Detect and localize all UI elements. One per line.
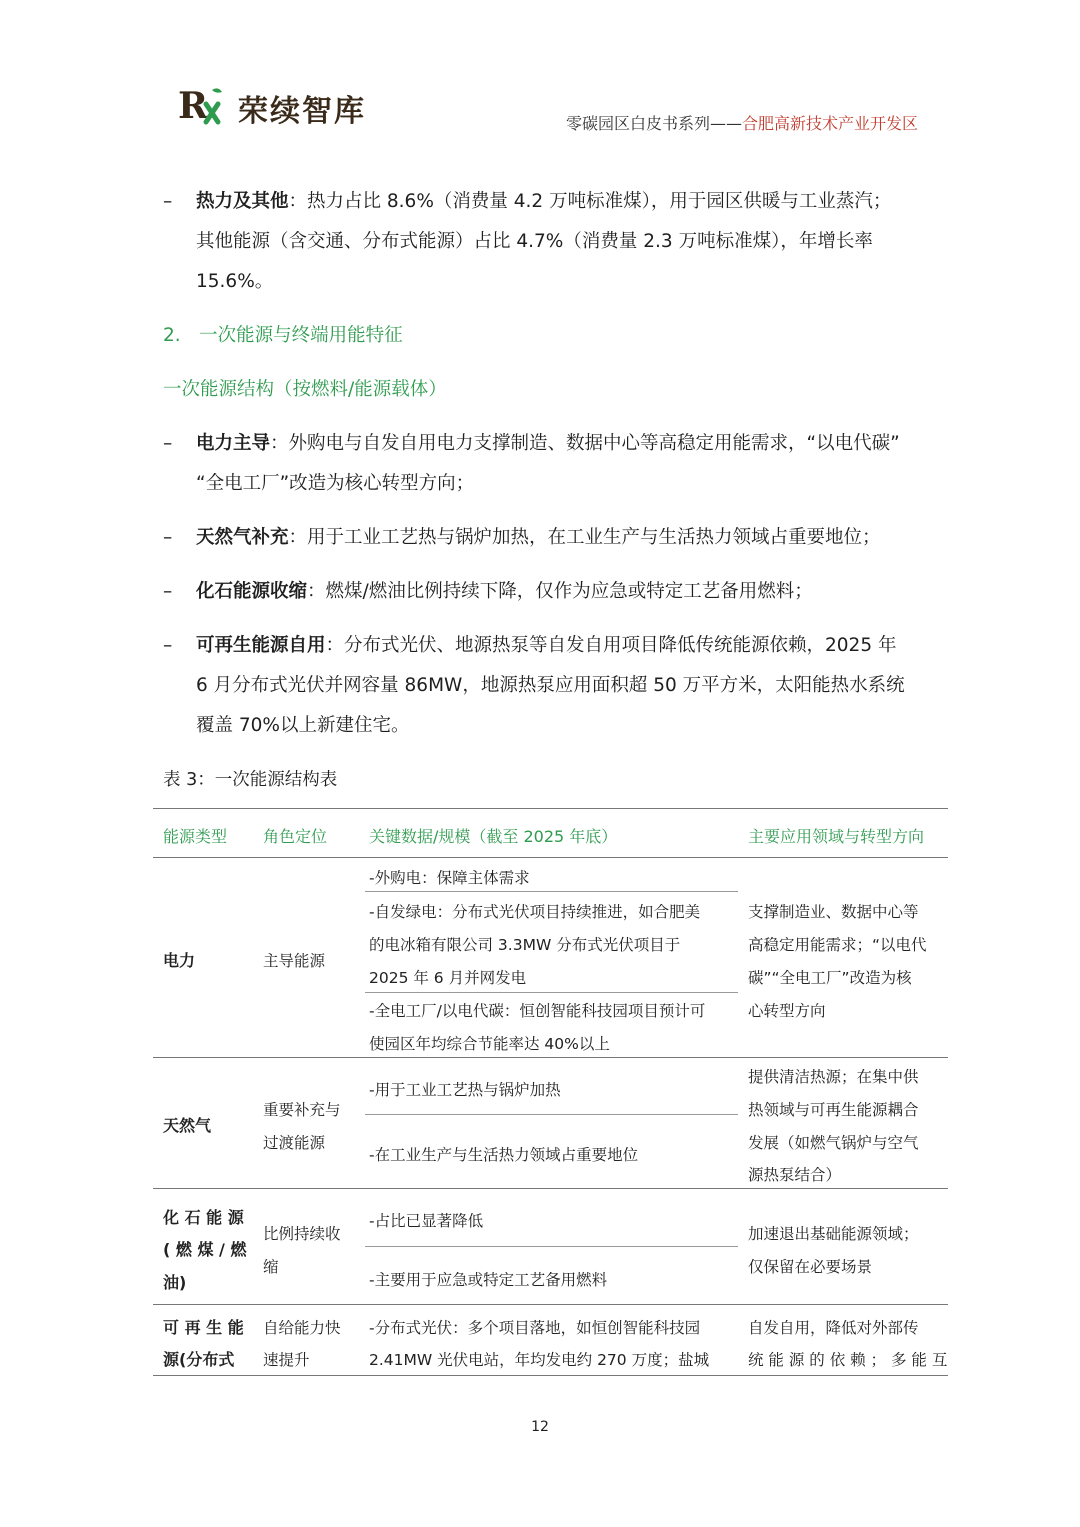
table-cell: 自给能力快	[263, 1319, 341, 1337]
table-cell: -外购电：保障主体需求	[369, 869, 530, 887]
bullet-electricity	[196, 434, 900, 454]
bullet-dash: –	[163, 191, 173, 212]
table-subrule	[365, 1114, 738, 1115]
bullet-dash: –	[163, 581, 173, 602]
table-cell: ( 燃 煤 / 燃	[163, 1240, 247, 1259]
table-rule	[153, 1188, 948, 1189]
table-cell: 油)	[163, 1273, 187, 1292]
table-cell: 源热泵结合）	[748, 1166, 842, 1184]
logo-text: 荣续智库	[238, 94, 366, 129]
bullet-renewable-line-2: 6 月分布式光伏并网容量 86MW，地源热泵应用面积超 50 万平方米，太阳能热水系统	[196, 675, 905, 696]
bullet-label: 电力主导	[196, 433, 271, 454]
table-cell: -用于工业工艺热与锅炉加热	[369, 1081, 561, 1099]
heat-text: ：热力占比 8.6%（消费量 4.2 万吨标准煤），用于园区供暖与工业蒸汽；	[288, 191, 892, 212]
table-subrule	[365, 992, 738, 993]
page-number: 12	[531, 1419, 549, 1435]
table-header-cell: 能源类型	[163, 827, 228, 846]
bullet-renewable	[196, 636, 896, 656]
table-cell: 缩	[263, 1258, 279, 1276]
bullet-dash: –	[163, 527, 173, 548]
table-cell: 电力	[163, 951, 196, 970]
table-cell: 天然气	[163, 1116, 212, 1135]
table-cell: 加速退出基础能源领域；	[748, 1225, 919, 1243]
table-cell: 2.41MW 光伏电站，年均发电约 270 万度；盐城	[369, 1351, 710, 1369]
table-cell: 提供清洁热源；在集中供	[748, 1068, 919, 1086]
table-cell: -全电工厂/以电代碳：恒创智能科技园项目预计可	[369, 1002, 706, 1020]
heat-label: 热力及其他	[196, 191, 289, 212]
bullet-text: ：用于工业工艺热与锅炉加热，在工业生产与生活热力领域占重要地位；	[288, 527, 881, 548]
series-name: 零碳园区白皮书系列——	[565, 114, 742, 133]
header-series-title	[566, 111, 918, 134]
table-cell: 2025 年 6 月并网发电	[369, 969, 527, 987]
table-cell: 自发自用，降低对外部传	[748, 1319, 919, 1337]
table-cell: -占比已显著降低	[369, 1212, 484, 1230]
table-cell: 使园区年均综合节能率达 40%以上	[369, 1035, 610, 1053]
bullet-text: ：燃煤/燃油比例持续下降，仅作为应急或特定工艺备用燃料；	[307, 581, 813, 602]
table-cell: -自发绿电：分布式光伏项目持续推进，如合肥美	[369, 903, 701, 921]
table-cell: -分布式光伏：多个项目落地，如恒创智能科技园	[369, 1319, 701, 1337]
table-cell: 热领域与可再生能源耦合	[748, 1101, 919, 1119]
table-rule	[153, 1304, 948, 1305]
table-rule	[153, 1057, 948, 1058]
bullet-dash: –	[163, 635, 173, 656]
bullet-label: 可再生能源自用	[196, 635, 326, 656]
table-caption: 表 3：一次能源结构表	[163, 770, 338, 790]
table-cell: 仅保留在必要场景	[748, 1258, 873, 1276]
table-cell: -在工业生产与生活热力领域占重要地位	[369, 1146, 639, 1164]
table-header-cell: 角色定位	[263, 827, 328, 846]
bullet-text: ：外购电与自发自用电力支撑制造、数据中心等高稳定用能需求，“以电代碳”	[270, 433, 900, 454]
bullet-label: 化石能源收缩	[196, 581, 308, 602]
table-cell: 可 再 生 能	[163, 1318, 244, 1337]
table-rule	[153, 857, 948, 858]
table-rule	[153, 808, 948, 809]
table-rule	[153, 1375, 948, 1376]
section-heading: 2. 一次能源与终端用能特征	[163, 325, 403, 346]
table-subrule	[365, 1246, 738, 1247]
bullet-natural-gas	[196, 528, 881, 548]
bullet-dash: –	[163, 433, 173, 454]
bullet-renewable-line-3: 覆盖 70%以上新建住宅。	[196, 715, 410, 736]
heat-line-1	[196, 192, 891, 212]
table-cell: 速提升	[263, 1351, 310, 1369]
heat-line-2: 其他能源（含交通、分布式能源）占比 4.7%（消费量 2.3 万吨标准煤），年增长率	[196, 231, 873, 252]
table-cell: 比例持续收	[263, 1225, 341, 1243]
bullet-electricity-line-2: “全电工厂”改造为核心转型方向；	[196, 473, 475, 494]
section-subheading: 一次能源结构（按燃料/能源载体）	[163, 379, 447, 400]
table-cell: 的电冰箱有限公司 3.3MW 分布式光伏项目于	[369, 936, 681, 954]
table-cell: 源(分布式	[163, 1350, 235, 1369]
table-header-cell: 关键数据/规模（截至 2025 年底）	[369, 827, 618, 846]
table-cell: -主要用于应急或特定工艺备用燃料	[369, 1271, 608, 1289]
series-highlight: 合肥高新技术产业开发区	[741, 114, 918, 133]
bullet-fossil	[196, 582, 813, 602]
table-cell: 心转型方向	[748, 1002, 826, 1020]
bullet-text: ：分布式光伏、地源热泵等自发自用项目降低传统能源依赖，2025 年	[325, 635, 897, 656]
table-subrule	[365, 891, 738, 892]
table-cell: 主导能源	[263, 952, 326, 970]
table-cell: 碳”“全电工厂”改造为核	[748, 969, 912, 987]
table-cell: 化 石 能 源	[163, 1208, 244, 1227]
table-cell: 发展（如燃气锅炉与空气	[748, 1134, 919, 1152]
table-cell: 统 能 源 的 依 赖 ； 多 能 互	[748, 1351, 948, 1369]
logo	[176, 82, 376, 128]
table-cell: 高稳定用能需求；“以电代	[748, 936, 927, 954]
heat-line-3: 15.6%。	[196, 271, 274, 292]
table-cell: 支撑制造业、数据中心等	[748, 903, 919, 921]
table-header-cell: 主要应用领域与转型方向	[748, 827, 925, 846]
table-cell: 重要补充与	[263, 1101, 341, 1119]
bullet-label: 天然气补充	[196, 527, 289, 548]
svg-text:R: R	[178, 85, 208, 127]
table-cell: 过渡能源	[263, 1134, 326, 1152]
